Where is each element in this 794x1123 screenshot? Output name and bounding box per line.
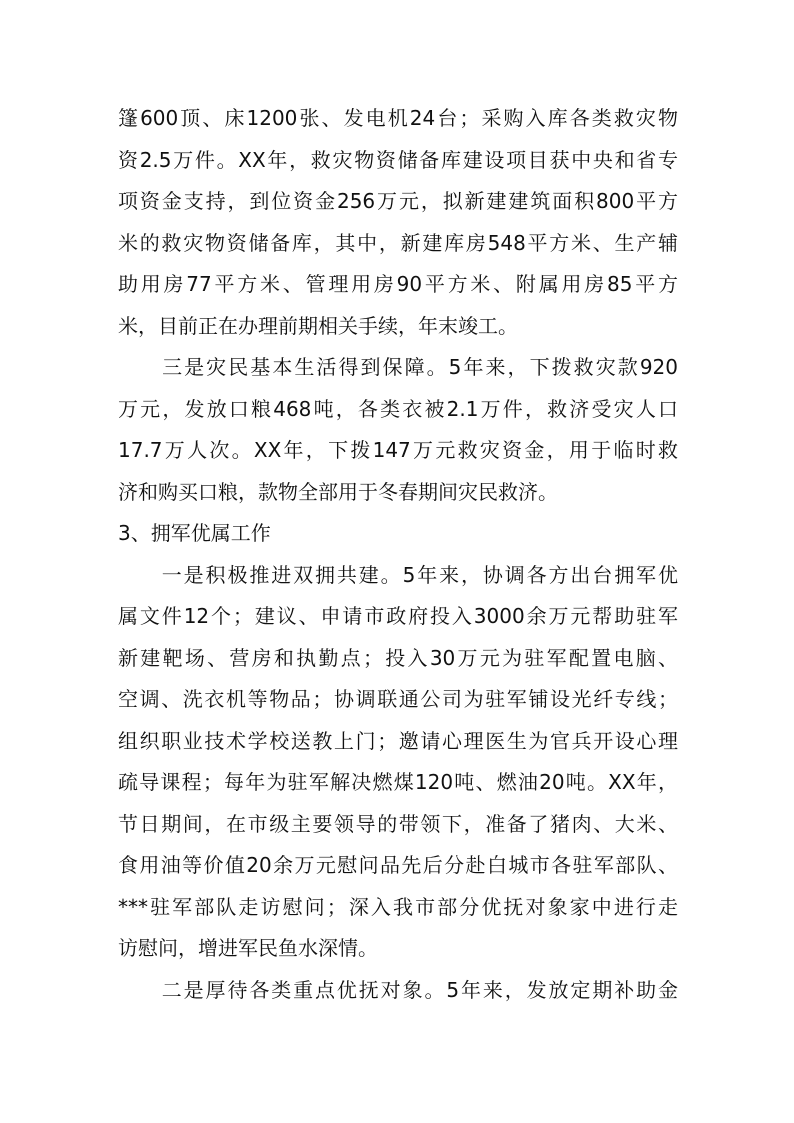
document-body: [118, 98, 678, 1011]
text-line: 节日期间，在市级主要领导的带领下，准备了猪肉、大米、: [118, 811, 678, 836]
text-line: 组织职业技术学校送教上门；邀请心理医生为官兵开设心理: [118, 728, 678, 753]
text-line: 资2.5万件。XX年，救灾物资储备库建设项目获中央和省专: [118, 147, 678, 172]
section-heading: 3、拥军优属工作: [118, 521, 271, 545]
text-line: 篷600顶、床1200张、发电机24台；采购入库各类救灾物: [118, 106, 678, 130]
text-line: 食用油等价值20余万元慰问品先后分赴白城市各驻军部队、: [118, 853, 678, 877]
text-line: 济和购买口粮，款物全部用于冬春期间灾民救济。: [118, 479, 558, 504]
text-line: 访慰问，增进军民鱼水深情。: [118, 936, 378, 960]
text-line: 万元，发放口粮468吨，各类衣被2.1万件，救济受灾人口: [118, 396, 678, 421]
text-line: 空调、洗衣机等物品；协调联通公司为驻军铺设光纤专线；: [118, 687, 678, 711]
text-line: 项资金支持，到位资金256万元，拟新建建筑面积800平方: [118, 189, 678, 213]
text-line: 助用房77平方米、管理用房90平方米、附属用房85平方: [118, 272, 678, 296]
text-line: 三是灾民基本生活得到保障。5年来，下拨救灾款920: [118, 355, 678, 379]
text-line: 17.7万人次。XX年，下拨147万元救灾资金，用于临时救: [118, 438, 678, 462]
text-line: 二是厚待各类重点优抚对象。5年来，发放定期补助金: [118, 977, 678, 1002]
text-line: 疏导课程；每年为驻军解决燃煤120吨、燃油20吨。XX年，: [118, 770, 678, 794]
text-line: ***驻军部队走访慰问；深入我市部分优抚对象家中进行走: [118, 894, 678, 919]
text-line: 新建靶场、营房和执勤点；投入30万元为驻军配置电脑、: [118, 645, 678, 670]
text-line: 米的救灾物资储备库，其中，新建库房548平方米、生产辅: [118, 230, 678, 255]
text-line: 一是积极推进双拥共建。5年来，协调各方出台拥军优: [118, 562, 678, 587]
text-line: 米，目前正在办理前期相关手续，年末竣工。: [118, 313, 518, 338]
text-line: 属文件12个；建议、申请市政府投入3000余万元帮助驻军: [118, 604, 678, 628]
